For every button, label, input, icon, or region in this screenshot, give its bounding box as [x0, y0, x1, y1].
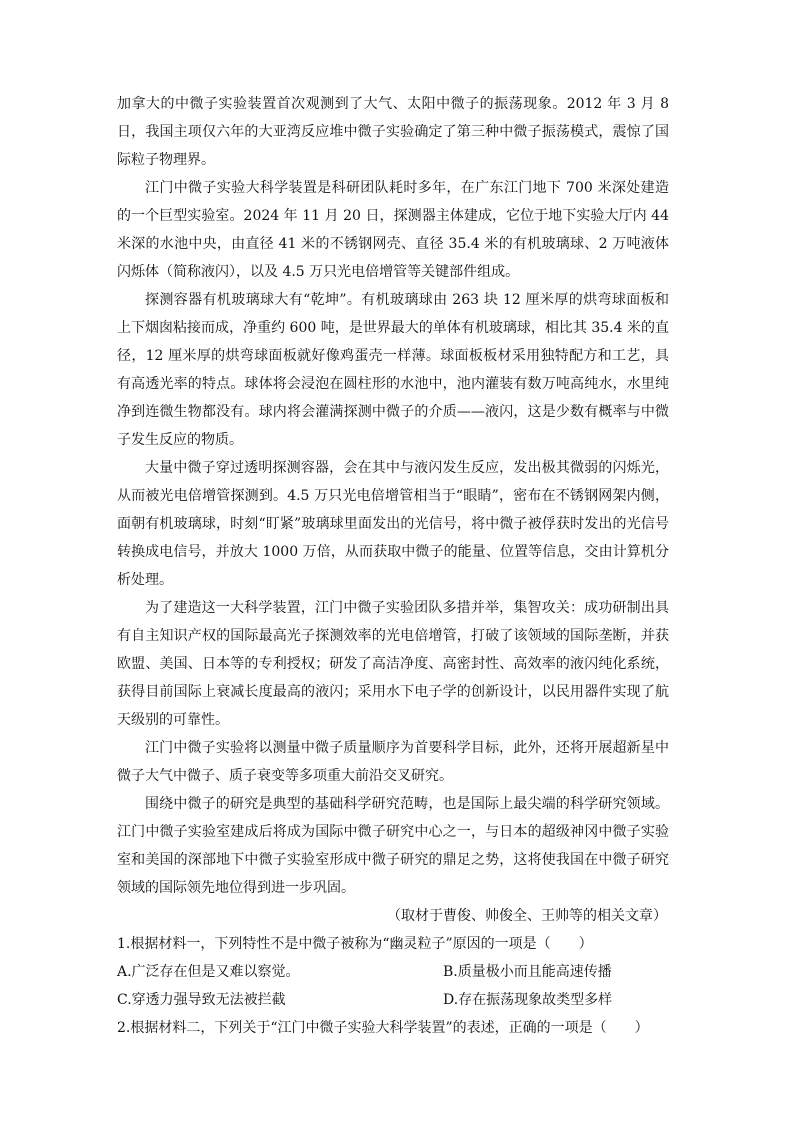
question-1-option-d: D.存在振荡现象故类型多样 [443, 992, 613, 1008]
question-1-option-a: A.广泛存在但是又难以察觉。 [117, 964, 300, 980]
passage-paragraph-6: 江门中微子实验将以测量中微子质量顺序为首要科学目标，此外，还将开展超新星中微子大气中微子、质子衰变等多项重大前沿交叉研究。 [117, 740, 669, 784]
question-1-option-b: B.质量极小而且能高速传播 [443, 964, 612, 980]
passage-paragraph-1: 加拿大的中微子实验装置首次观测到了大气、太阳中微子的振荡现象。2012 年 3 月 8 日，我国主项仅六年的大亚湾反应堆中微子实验确定了第三种中微子振荡模式，震惊了国际粒子物理界。 [117, 96, 669, 168]
question-1-stem: 1.根据材料一，下列特性不是中微子被称为“幽灵粒子”原因的一项是（ ） [117, 936, 593, 952]
passage-paragraph-5: 为了建造这一大科学装置，江门中微子实验团队多措并举，集智攻关：成功研制出具有自主知识产权的国际最高光子探测效率的光电倍增管，打破了该领域的国际垄断，并获欧盟、美国、日本等的专利授权；研发了高洁净度、高密封性、高效率的液闪纯化系统，获得目前国际上衰减长度最高的液闪；采用水下电子学的创新设计，以民用器件实现了航天级别的可靠性。 [117, 600, 669, 728]
question-2-stem: 2.根据材料二，下列关于“江门中微子实验大科学装置”的表述，正确的一项是（ ） [117, 1020, 649, 1036]
passage-paragraph-2: 江门中微子实验大科学装置是科研团队耗时多年，在广东江门地下 700 米深处建造的一个巨型实验室。2024 年 11 月 20 日，探测器主体建成，它位于地下实验大厅内 44 米深的水池中央，由直径 41 米的不锈钢网壳、直径 35.4 米的有机玻璃球、2 万吨液体闪烁体（简称液闪），以及 4.5 万只光电倍增管等关键部件组成。 [117, 180, 669, 280]
passage-paragraph-3: 探测容器有机玻璃球大有“乾坤”。有机玻璃球由 263 块 12 厘米厚的烘弯球面板和上下烟囱粘接而成，净重约 600 吨，是世界最大的单体有机玻璃球，相比其 35.4 米的直径，12 厘米厚的烘弯球面板就好像鸡蛋壳一样薄。球面板板材采用独特配方和工艺，具有高透光率的特点。球体将会浸泡在圆柱形的水池中，池内灌装有数万吨高纯水，水里纯净到连微生物都没有。球内将会灌满探测中微子的介质——液闪，这是少数有概率与中微子发生反应的物质。 [117, 292, 669, 448]
source-citation: （取材于曹俊、帅俊全、王帅等的相关文章） [387, 908, 667, 924]
question-1-options [117, 958, 669, 1014]
question-2 [117, 1014, 669, 1042]
document-page [117, 90, 669, 1042]
passage-paragraph-7: 围绕中微子的研究是典型的基础科学研究范畴，也是国际上最尖端的科学研究领域。江门中微子实验室建成后将成为国际中微子研究中心之一，与日本的超级神冈中微子实验室和美国的深部地下中微子实验室形成中微子研究的鼎足之势，这将使我国在中微子研究领域的国际领先地位得到进一步巩固。 [117, 796, 669, 896]
question-1 [117, 930, 669, 1014]
passage-paragraph-4: 大量中微子穿过透明探测容器，会在其中与液闪发生反应，发出极其微弱的闪烁光，从而被光电倍增管探测到。4.5 万只光电倍增管相当于“眼睛”，密布在不锈钢网架内侧，面朝有机玻璃球，时刻“盯紧”玻璃球里面发出的光信号，将中微子被俘获时发出的光信号转换成电信号，并放大 1000 万倍，从而获取中微子的能量、位置等信息，交由计算机分析处理。 [117, 460, 669, 588]
question-1-option-c: C.穿透力强导致无法被拦截 [117, 992, 286, 1008]
